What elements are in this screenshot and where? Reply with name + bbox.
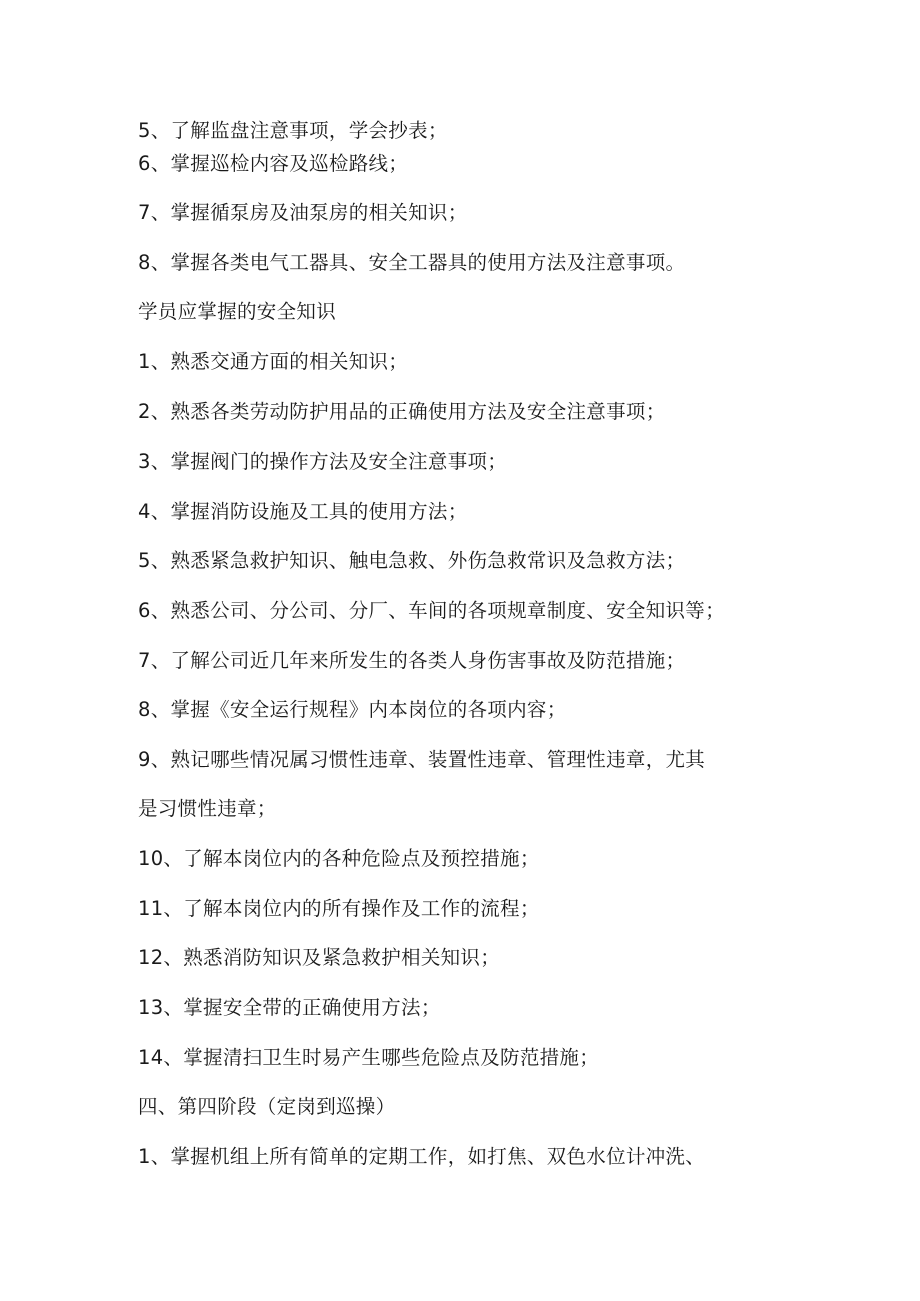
safety-item-10: 10、了解本岗位内的各种危险点及预控措施； [138, 847, 540, 870]
safety-item-8: 8、掌握《安全运行规程》内本岗位的各项内容； [138, 698, 567, 721]
safety-item-14: 14、掌握清扫卫生时易产生哪些危险点及防范措施； [138, 1046, 600, 1069]
safety-item-12: 12、熟悉消防知识及紧急救护相关知识； [138, 946, 501, 969]
stage-four-item-1: 1、掌握机组上所有简单的定期工作，如打焦、双色水位计冲洗、 [138, 1145, 706, 1168]
safety-item-4: 4、掌握消防设施及工具的使用方法； [138, 500, 468, 523]
safety-item-9-continued: 是习惯性违章； [138, 797, 277, 820]
safety-item-2: 2、熟悉各类劳动防护用品的正确使用方法及安全注意事项； [138, 400, 666, 423]
item-5-monitoring: 5、了解监盘注意事项，学会抄表； [138, 119, 448, 142]
safety-item-7: 7、了解公司近几年来所发生的各类人身伤害事故及防范措施； [138, 649, 686, 672]
section-heading-stage-four: 四、第四阶段（定岗到巡操） [138, 1095, 396, 1118]
item-7-pump-rooms: 7、掌握循泵房及油泵房的相关知识； [138, 201, 468, 224]
safety-item-6: 6、熟悉公司、分公司、分厂、车间的各项规章制度、安全知识等； [138, 599, 725, 622]
section-heading-safety: 学员应掌握的安全知识 [138, 300, 337, 323]
safety-item-9: 9、熟记哪些情况属习惯性违章、装置性违章、管理性违章，尤其 [138, 748, 706, 771]
item-8-tools: 8、掌握各类电气工器具、安全工器具的使用方法及注意事项。 [138, 251, 686, 274]
safety-item-1: 1、熟悉交通方面的相关知识； [138, 350, 409, 373]
item-6-inspection-route: 6、掌握巡检内容及巡检路线； [138, 152, 409, 175]
safety-item-11: 11、了解本岗位内的所有操作及工作的流程； [138, 897, 540, 920]
safety-item-13: 13、掌握安全带的正确使用方法； [138, 996, 441, 1019]
safety-item-5: 5、熟悉紧急救护知识、触电急救、外伤急救常识及急救方法； [138, 549, 686, 572]
safety-item-3: 3、掌握阀门的操作方法及安全注意事项； [138, 450, 508, 473]
